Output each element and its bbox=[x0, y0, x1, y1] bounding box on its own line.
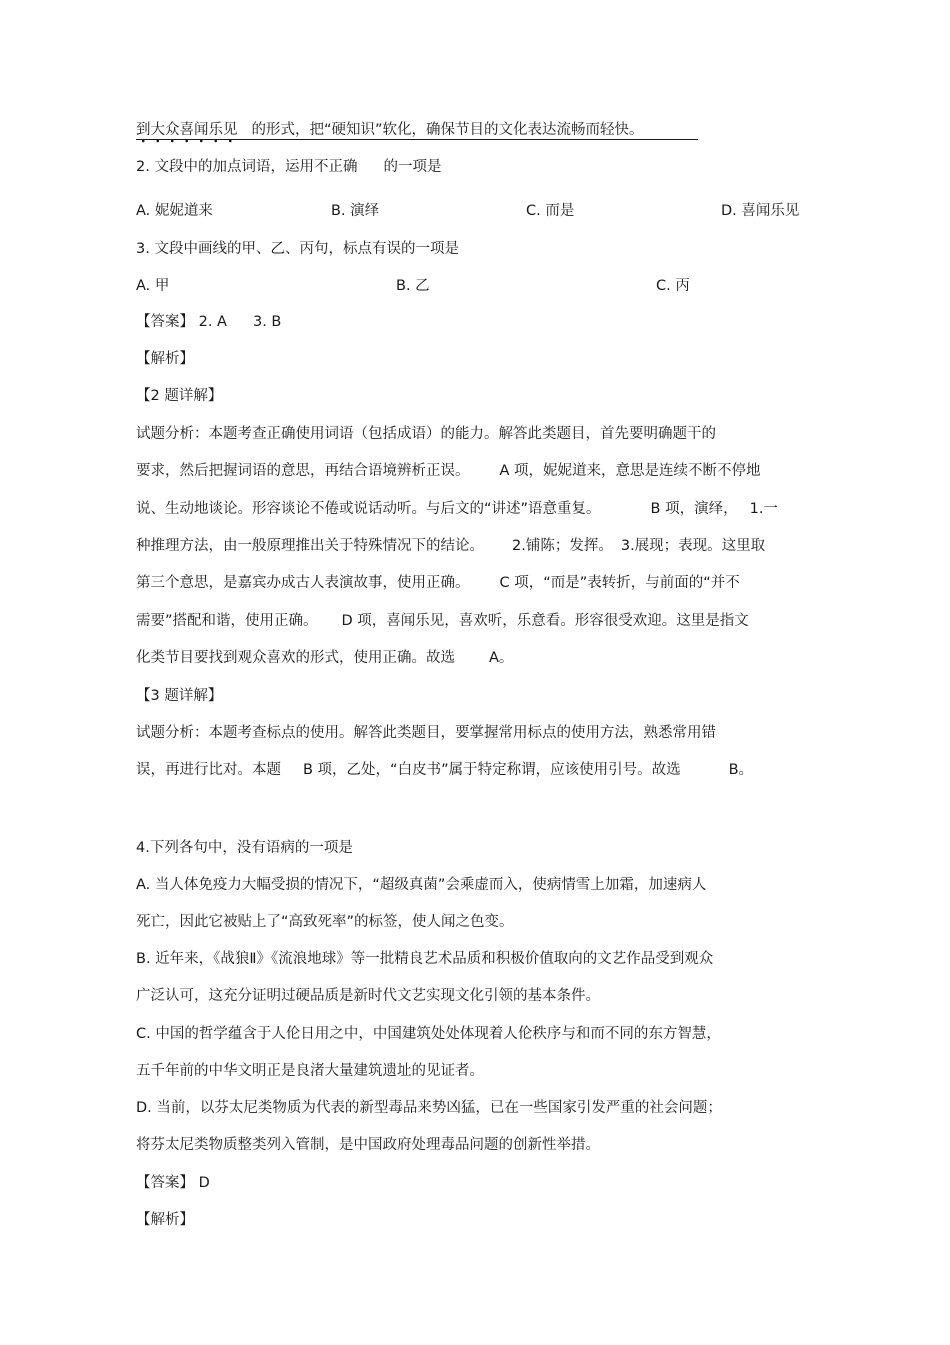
detail2-line-7: 化类节目要找到观众喜欢的形式，使用正确。故选 A。 bbox=[136, 650, 514, 666]
q4-stem: 4.下列各句中，没有语病的一项是 bbox=[136, 840, 353, 856]
analysis-label-2: 【解析】 bbox=[136, 1212, 194, 1228]
detail2-line-5: 第三个意思，是嘉宾办成古人表演故事，使用正确。 C 项，“而是”表转折，与前面的“并不 bbox=[136, 575, 740, 591]
q2-option-d: D. 喜闻乐见 bbox=[721, 203, 800, 219]
intro-line bbox=[136, 120, 698, 140]
q4-option-b-line-2: 广泛认可，这充分证明过硬品质是新时代文艺实现文化引领的基本条件。 bbox=[136, 988, 600, 1004]
answer-2: 2. A bbox=[198, 314, 227, 330]
answer-3: 3. B bbox=[252, 314, 282, 330]
q4-option-a-line-2: 死亡，因此它被贴上了“高致死率”的标签，使人闻之色变。 bbox=[136, 914, 514, 930]
q3-option-a: A. 甲 bbox=[136, 278, 170, 294]
detail2-line-1: 试题分析：本题考查正确使用词语（包括成语）的能力。解答此类题目，首先要明确题干的 bbox=[136, 426, 716, 442]
q2-stem bbox=[136, 157, 441, 177]
answer-4: D bbox=[198, 1175, 210, 1191]
detail3-line-1: 试题分析：本题考查标点的使用。解答此类题目，要掌握常用标点的使用方法，熟悉常用错 bbox=[136, 725, 716, 741]
q4-option-a-line-1: A. 当人体免疫力大幅受损的情况下，“超级真菌”会乘虚而入，使病情雪上加霜，加速病人 bbox=[136, 877, 707, 893]
detail2-line-3: 说、生动地谈论。形容谈论不倦或说话动听。与后文的“讲述”语意重复。 B 项，演绎， 1.一 bbox=[136, 501, 778, 517]
detail2-line-6: 需要”搭配和谐，使用正确。 D 项，喜闻乐见，喜欢听，乐意看。形容很受欢迎。这里是指文 bbox=[136, 613, 749, 629]
q2-option-a: A. 妮妮道来 bbox=[136, 203, 213, 219]
intro-text: 的形式，把“硬知识”软化，确保节目的文化表达流畅而轻快。 bbox=[251, 122, 644, 138]
answer-line-2 bbox=[136, 1173, 210, 1193]
detail3-line-2: 误，再进行比对。本题 B 项，乙处，“白皮书”属于特定称谓，应该使用引号。故选 B。 bbox=[136, 762, 754, 778]
answer-label-2: 【答案】 bbox=[136, 1175, 194, 1191]
answer-label: 【答案】 bbox=[136, 314, 194, 330]
answer-line-1 bbox=[136, 312, 281, 332]
q4-option-d-line-2: 将芬太尼类物质整类列入管制，是中国政府处理毒品问题的创新性举措。 bbox=[136, 1137, 600, 1153]
q4-option-c-line-1: C. 中国的哲学蕴含于人伦日用之中，中国建筑处处体现着人伦秩序与和而不同的东方智慧， bbox=[136, 1026, 721, 1042]
analysis-label: 【解析】 bbox=[136, 351, 194, 367]
q4-option-d-line-1: D. 当前，以芬太尼类物质为代表的新型毒品来势凶猛，已在一些国家引发严重的社会问题； bbox=[136, 1100, 722, 1116]
q4-option-c-line-2: 五千年前的中华文明正是良渚大量建筑遗址的见证者。 bbox=[136, 1063, 484, 1079]
q3-stem: 3. 文段中画线的甲、乙、丙句，标点有误的一项是 bbox=[136, 241, 459, 257]
detail2-heading: 【2 题详解】 bbox=[136, 388, 223, 404]
q3-option-b: B. 乙 bbox=[396, 278, 430, 294]
detail2-line-2: 要求，然后把握词语的意思，再结合语境辨析正误。 A 项，妮妮道来，意思是连续不断不停地 bbox=[136, 463, 761, 479]
intro-dotted-phrase: 到大众喜闻乐见 bbox=[136, 122, 238, 143]
q4-option-b-line-1: B. 近年来，《战狼Ⅱ》《流浪地球》等一批精良艺术品质和积极价值取向的文艺作品受到观众 bbox=[136, 951, 714, 967]
q2-option-b: B. 演绎 bbox=[331, 203, 380, 219]
q2-stem-after: 的一项是 bbox=[383, 159, 442, 175]
detail3-heading: 【3 题详解】 bbox=[136, 688, 223, 704]
q2-option-c: C. 而是 bbox=[526, 203, 575, 219]
q2-stem-before: 2. 文段中的加点词语，运用不正确 bbox=[136, 159, 358, 175]
detail2-line-4: 种推理方法，由一般原理推出关于特殊情况下的结论。 2.铺陈；发挥。 3.展现；表现。这里取 bbox=[136, 538, 766, 554]
q3-option-c: C. 丙 bbox=[656, 278, 690, 294]
